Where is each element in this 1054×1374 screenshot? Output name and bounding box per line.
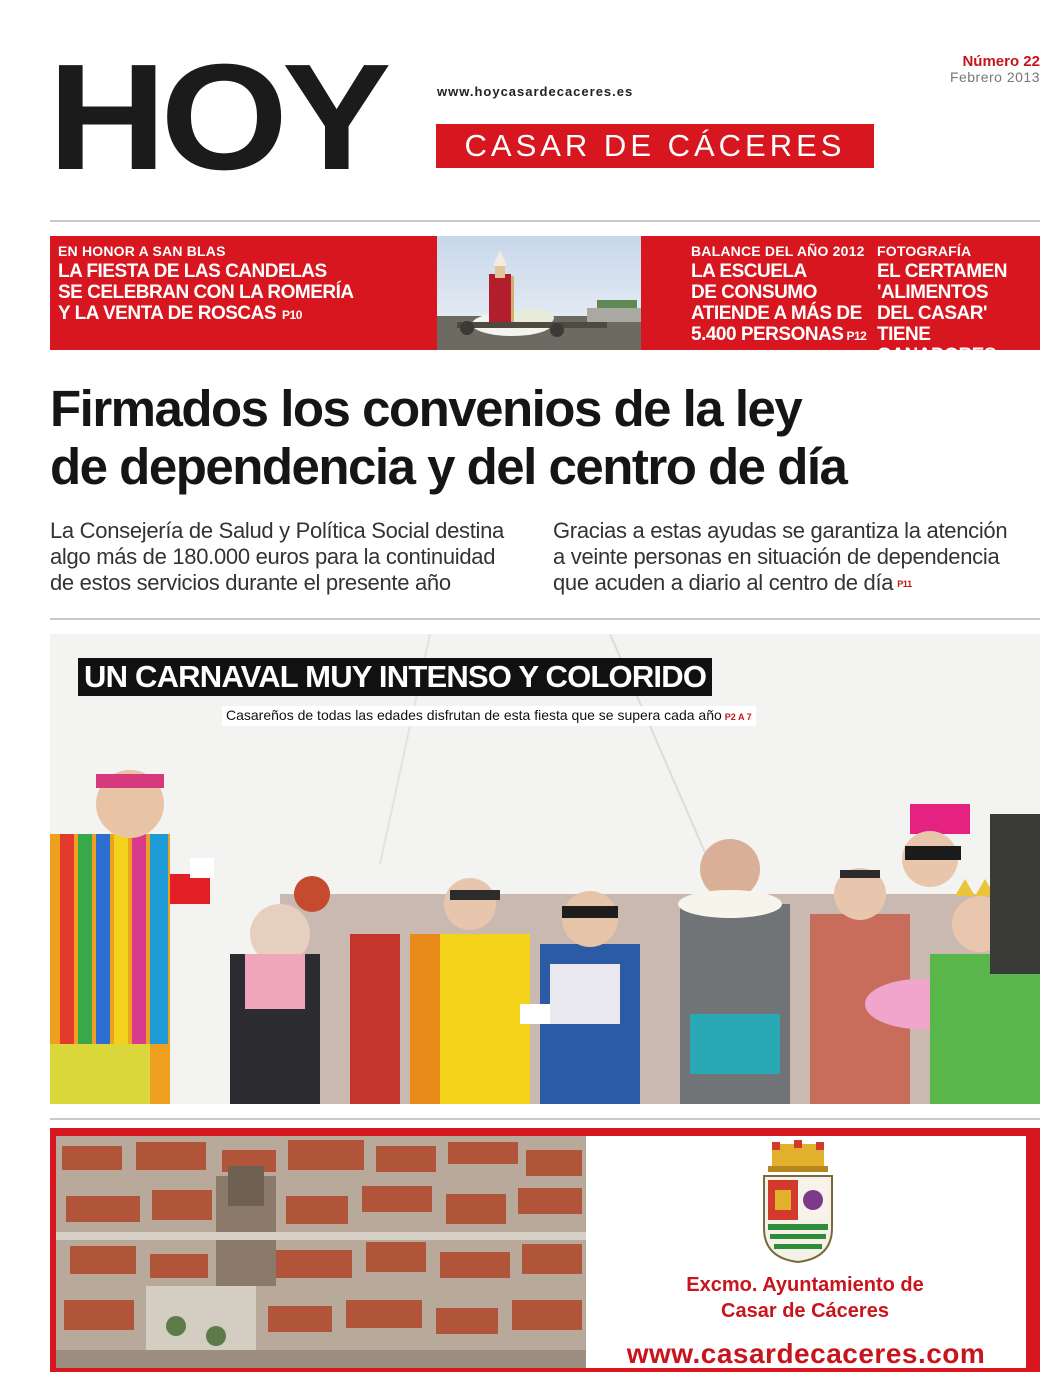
deck-line: Gracias a estas ayudas se garantiza la atención: [553, 518, 1008, 543]
teaser-line: GANADORES: [877, 345, 997, 366]
divider: [50, 618, 1040, 620]
teaser-headline: [877, 261, 1037, 368]
teaser-escuela-consumo[interactable]: [691, 243, 871, 347]
feature-caption: [222, 706, 756, 726]
deck-line: de estos servicios durante el presente año: [50, 570, 451, 595]
divider: [50, 1118, 1040, 1120]
teaser-kicker: BALANCE DEL AÑO 2012: [691, 243, 865, 259]
ad-url[interactable]: www.casardecaceres.com: [626, 1338, 986, 1369]
ad-line: Excmo. Ayuntamiento de: [686, 1274, 924, 1296]
newspaper-logo: HOY: [48, 32, 386, 202]
teaser-line: ATIENDE A MÁS DE: [691, 303, 862, 324]
issue-number: Número 22: [962, 53, 1040, 70]
teaser-line: 'ALIMENTOS: [877, 282, 989, 303]
teaser-page: P13: [999, 350, 1019, 364]
edition-name: CASAR DE CÁCERES: [464, 128, 846, 163]
teaser-certamen[interactable]: [877, 243, 1037, 368]
feature-title[interactable]: UN CARNAVAL MUY INTENSO Y COLORIDO: [78, 658, 712, 696]
deck-page: P11: [897, 579, 912, 590]
caption-page: P2 A 7: [724, 712, 752, 722]
teaser-line: 5.400 PERSONAS: [691, 324, 844, 345]
teaser-line: Y LA VENTA DE ROSCAS: [58, 303, 277, 324]
lead-deck-right: [553, 518, 1033, 597]
ad-line: Casar de Cáceres: [721, 1300, 889, 1322]
san-blas-photo: [437, 236, 641, 350]
deck-line: a veinte personas en situación de dependencia: [553, 544, 1000, 569]
headline-line: de dependencia y del centro de día: [50, 438, 847, 495]
deck-line: que acuden a diario al centro de día: [553, 570, 894, 595]
teaser-line: DEL CASAR' TIENE: [877, 303, 988, 345]
aerial-town-photo: [56, 1136, 586, 1368]
carnival-photo: [50, 634, 1040, 1104]
teaser-page: P10: [282, 308, 302, 322]
ad-advertiser: [600, 1272, 1010, 1324]
teaser-headline: [58, 261, 434, 326]
teaser-line: DE CONSUMO: [691, 282, 817, 303]
teaser-kicker: FOTOGRAFÍA: [877, 243, 972, 259]
headline-line: Firmados los convenios de la ley: [50, 380, 802, 437]
teaser-page: P12: [846, 329, 867, 343]
teaser-line: SE CELEBRAN CON LA ROMERÍA: [58, 282, 354, 303]
site-url[interactable]: www.hoycasardecaceres.es: [437, 84, 634, 99]
teaser-line: EL CERTAMEN: [877, 261, 1007, 282]
teaser-kicker: EN HONOR A SAN BLAS: [58, 243, 226, 259]
lead-deck-left: [50, 518, 540, 596]
teaser-headline: [691, 261, 871, 347]
deck-line: algo más de 180.000 euros para la continuidad: [50, 544, 496, 569]
issue-date: Febrero 2013: [949, 69, 1040, 85]
divider: [50, 220, 1040, 222]
caption-text: Casareños de todas las edades disfrutan de esta fiesta que se supera cada año: [226, 707, 722, 723]
teaser-san-blas[interactable]: [58, 243, 434, 326]
lead-headline[interactable]: [50, 380, 1030, 496]
deck-line: La Consejería de Salud y Política Social destina: [50, 518, 504, 543]
edition-banner: [436, 124, 874, 168]
teaser-line: LA ESCUELA: [691, 261, 807, 282]
teaser-line: LA FIESTA DE LAS CANDELAS: [58, 261, 327, 282]
coat-of-arms-icon: [758, 1140, 838, 1264]
